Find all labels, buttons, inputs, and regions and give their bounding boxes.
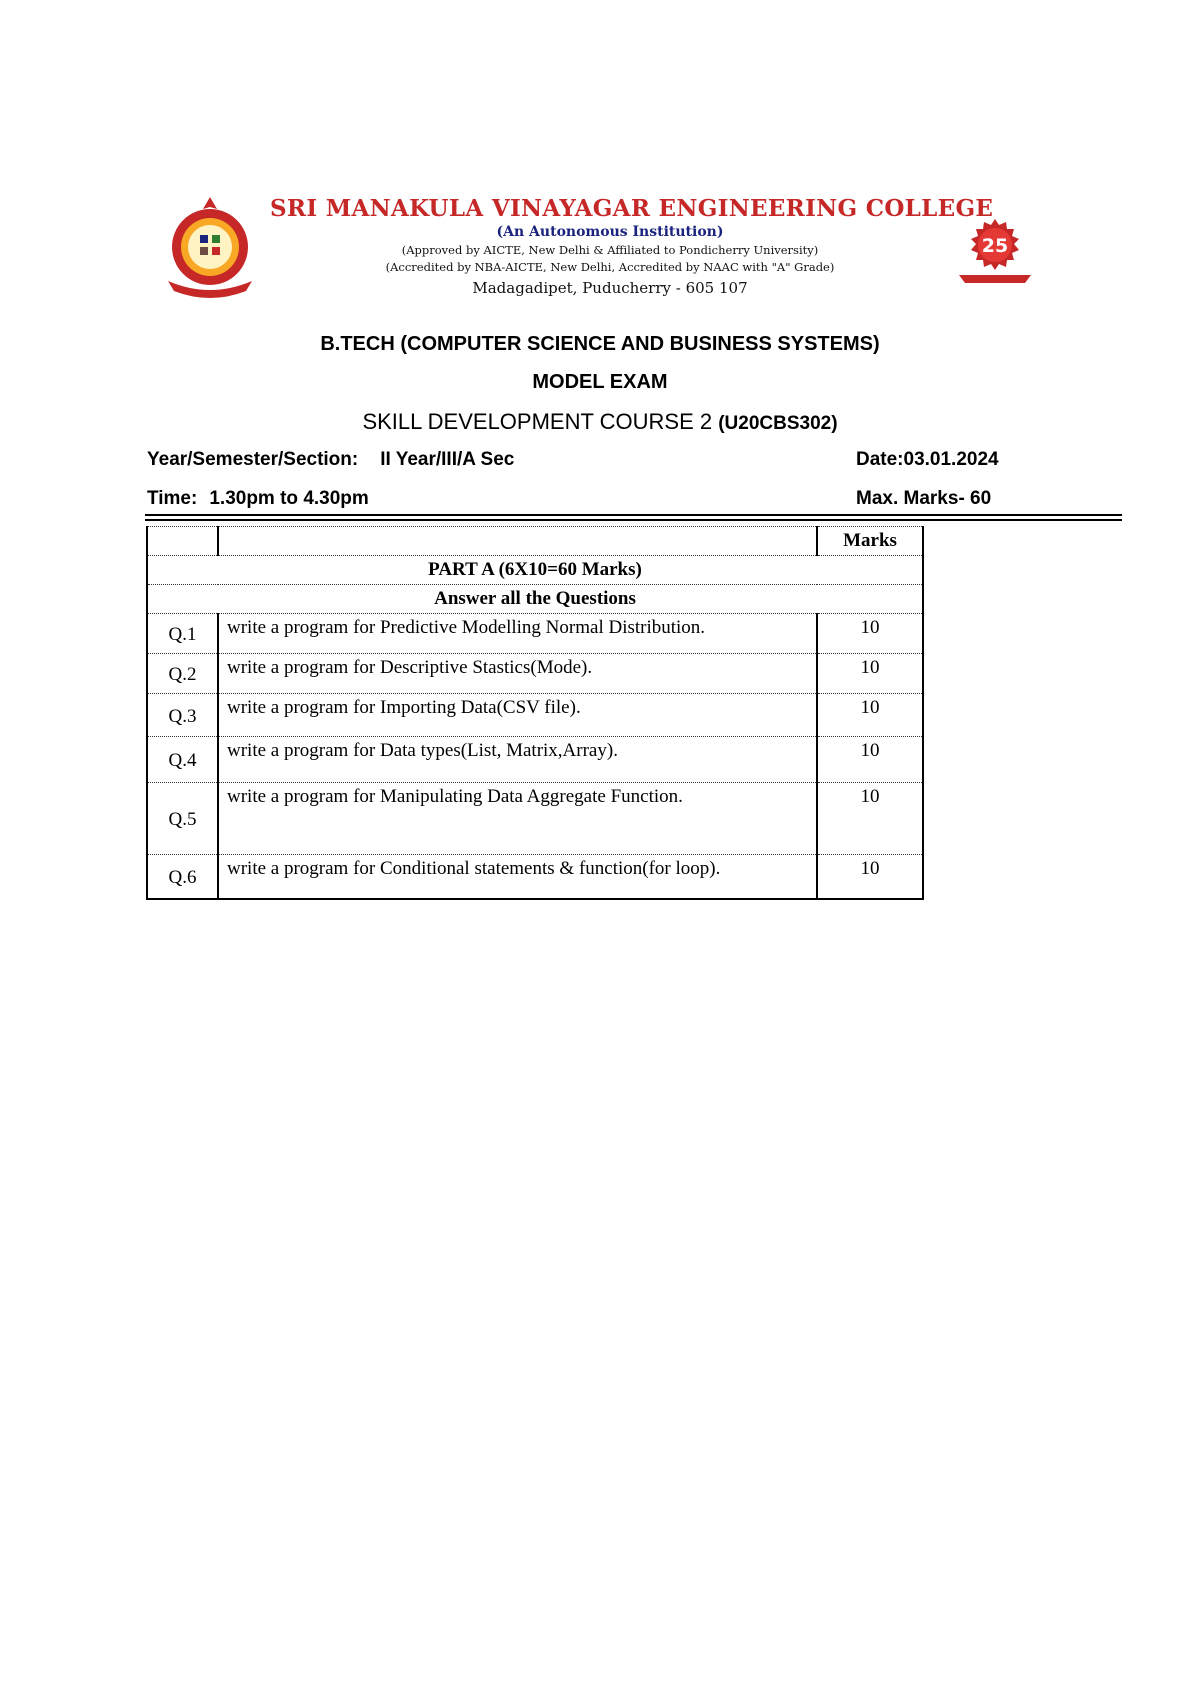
max-marks: Max. Marks- 60 (856, 488, 992, 509)
exam-type: MODEL EXAM (532, 371, 668, 393)
year-semester-value: II Year/III/A Sec (380, 449, 515, 470)
question-marks: 10 (817, 614, 923, 654)
course-code: (U20CBS302) (718, 413, 838, 434)
question-text: write a program for Predictive Modelling Normal Distribution. (218, 614, 817, 654)
question-number: Q.3 (147, 694, 218, 737)
table-row (147, 614, 923, 654)
divider-rule (145, 514, 1122, 516)
part-title: PART A (6X10=60 Marks) (147, 556, 923, 585)
question-marks: 10 (817, 694, 923, 737)
course-title (0, 409, 1200, 435)
approval-note: (Approved by AICTE, New Delhi & Affiliated to Pondicherry University) (401, 243, 819, 257)
year-semester-section (147, 449, 514, 471)
exam-time (147, 488, 369, 510)
part-row (147, 556, 923, 585)
instruction-row (147, 585, 923, 614)
instruction-text: Answer all the Questions (147, 585, 923, 614)
badge-number: 25 (981, 235, 1009, 257)
table-row (147, 654, 923, 694)
divider-rule (145, 519, 1122, 521)
autonomous-status: (An Autonomous Institution) (496, 224, 724, 240)
accreditation-note: (Accredited by NBA-AICTE, New Delhi, Accredited by NAAC with "A" Grade) (385, 260, 835, 274)
header-cell (218, 527, 817, 556)
college-name: SRI MANAKULA VINAYAGAR ENGINEERING COLLEGE (270, 195, 994, 222)
question-number: Q.4 (147, 737, 218, 783)
table-header-row (147, 527, 923, 556)
question-marks: 10 (817, 783, 923, 855)
header-cell (147, 527, 218, 556)
question-number: Q.2 (147, 654, 218, 694)
question-text: write a program for Importing Data(CSV file). (218, 694, 817, 737)
program-title: B.TECH (COMPUTER SCIENCE AND BUSINESS SYSTEMS) (320, 333, 880, 355)
question-marks: 10 (817, 737, 923, 783)
college-header (160, 195, 1060, 305)
year-semester-label: Year/Semester/Section: (147, 449, 359, 470)
table-row (147, 694, 923, 737)
question-text: write a program for Data types(List, Matrix,Array). (218, 737, 817, 783)
anniversary-badge (955, 217, 1035, 287)
table-row (147, 737, 923, 783)
time-label: Time: (147, 488, 198, 509)
question-marks: 10 (817, 654, 923, 694)
question-text: write a program for Conditional statements & function(for loop). (218, 855, 817, 899)
question-number: Q.5 (147, 783, 218, 855)
college-text-block (270, 195, 994, 297)
college-logo (160, 195, 260, 300)
question-table (146, 526, 924, 900)
college-address: Madagadipet, Puducherry - 605 107 (472, 279, 748, 297)
time-value: 1.30pm to 4.30pm (209, 488, 369, 509)
table-row (147, 855, 923, 899)
question-text: write a program for Manipulating Data Aggregate Function. (218, 783, 817, 855)
question-text: write a program for Descriptive Stastics(Mode). (218, 654, 817, 694)
question-marks: 10 (817, 855, 923, 899)
table-row (147, 783, 923, 855)
course-name: SKILL DEVELOPMENT COURSE 2 (362, 409, 713, 434)
question-number: Q.6 (147, 855, 218, 899)
question-number: Q.1 (147, 614, 218, 654)
exam-date: Date:03.01.2024 (856, 449, 999, 470)
marks-header: Marks (817, 527, 923, 556)
